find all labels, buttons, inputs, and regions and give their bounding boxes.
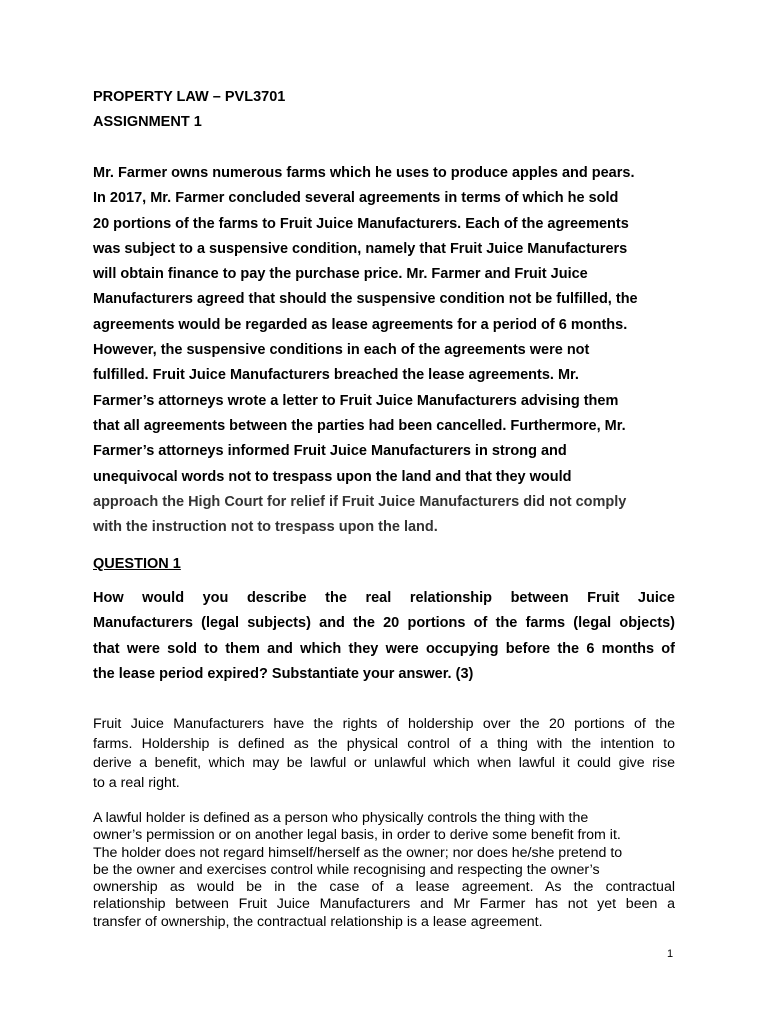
scenario-line: Farmer’s attorneys wrote a letter to Fruit Juice Manufacturers advising them [93,392,619,409]
scenario-line: Farmer’s attorneys informed Fruit Juice Manufacturers in strong and [93,443,567,460]
scenario-line: However, the suspensive conditions in each of the agreements were not [93,342,590,359]
question-line: that were sold to them and which they were occupying before the 6 months of [93,640,675,657]
scenario-line: with the instruction not to trespass upon the land. [93,519,438,536]
scenario-line: fulfilled. Fruit Juice Manufacturers breached the lease agreements. Mr. [93,367,579,384]
answer-line: farms. Holdership is defined as the physical control of a thing with the intention to [93,735,675,752]
answer-line: owner’s permission or on another legal basis, in order to derive some benefit from it. [93,827,621,844]
scenario-line: approach the High Court for relief if Fruit Juice Manufacturers did not comply [93,493,627,510]
assignment-title: ASSIGNMENT 1 [93,114,202,130]
question-line: Manufacturers (legal subjects) and the 20 portions of the farms (legal objects) [93,615,675,632]
answer-line: derive a benefit, which may be lawful or unlawful which when lawful it could give rise [93,755,675,772]
scenario-line: In 2017, Mr. Farmer concluded several agreements in terms of which he sold [93,190,619,207]
answer-line: A lawful holder is defined as a person who physically controls the thing with the [93,810,589,826]
scenario-line: Mr. Farmer owns numerous farms which he uses to produce apples and pears. [93,165,635,181]
answer-line: transfer of ownership, the contractual relationship is a lease agreement. [93,913,543,930]
answer-line: Fruit Juice Manufacturers have the rights of holdership over the 20 portions of the [93,716,675,732]
answer-line: ownership as would be in the case of a lease agreement. As the contractual [93,879,675,896]
case-scenario [93,161,675,540]
scenario-line: will obtain finance to pay the purchase price. Mr. Farmer and Fruit Juice [93,266,588,283]
scenario-line: agreements would be regarded as lease agreements for a period of 6 months. [93,316,628,333]
scenario-line: was subject to a suspensive condition, namely that Fruit Juice Manufacturers [93,240,628,257]
answer-line: be the owner and exercises control while recognising and respecting the owner’s [93,861,600,878]
answer-line: relationship between Fruit Juice Manufacturers and Mr Farmer has not yet been a [93,896,675,913]
scenario-line: 20 portions of the farms to Fruit Juice Manufacturers. Each of the agreements [93,215,629,232]
answer-paragraph-1 [93,715,675,793]
scenario-line: that all agreements between the parties had been cancelled. Furthermore, Mr. [93,417,626,434]
scenario-line: unequivocal words not to trespass upon the land and that they would [93,468,572,485]
page-number: 1 [667,948,674,960]
scenario-line: Manufacturers agreed that should the suspensive condition not be fulfilled, the [93,291,638,308]
answer-line: The holder does not regard himself/herself as the owner; nor does he/she pretend to [93,844,623,861]
question-heading: QUESTION 1 [93,556,181,572]
answer-paragraph-2 [93,810,675,931]
question-line: How would you describe the real relationship between Fruit Juice [93,590,675,606]
answer-line: to a real right. [93,774,180,791]
question-text [93,586,675,687]
course-title: PROPERTY LAW – PVL3701 [93,89,286,105]
question-line: the lease period expired? Substantiate your answer. (3) [93,665,474,682]
